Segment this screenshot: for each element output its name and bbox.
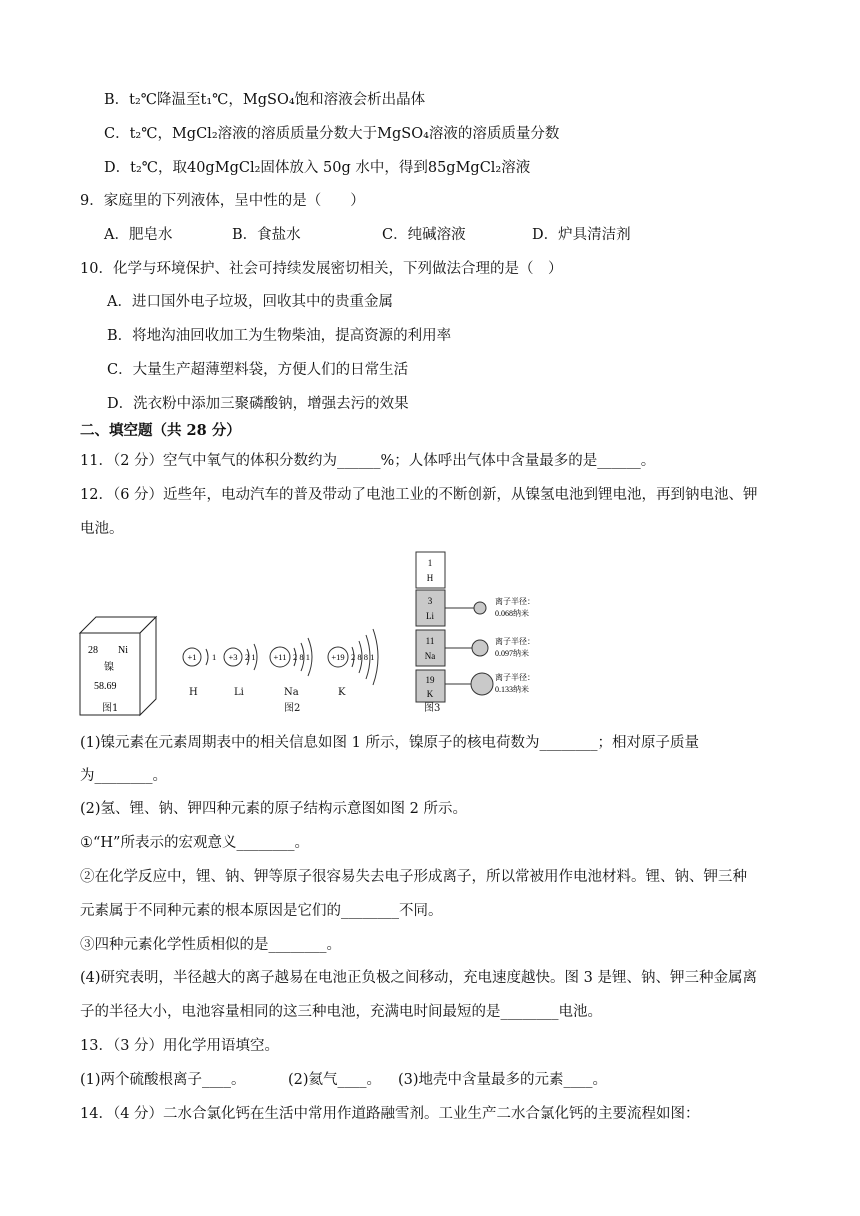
ni-atomic-mass: 58.69 [94, 681, 117, 692]
svg-text:2 8 8 1: 2 8 8 1 [351, 652, 375, 662]
svg-text:+1: +1 [187, 652, 197, 662]
atom-na-label: Na [284, 687, 299, 698]
q12-part4-line2: 子的半径大小，电池容量相同的这三种电池，充满电时间最短的是________电池。 [80, 1004, 602, 1020]
q12-sub3: ③四种元素化学性质相似的是________。 [80, 937, 341, 953]
q12-part2: (2)氢、锂、钠、钾四种元素的原子结构示意图如图 2 所示。 [80, 801, 467, 817]
q13-stem: 13．（3 分）用化学用语填空。 [80, 1038, 280, 1054]
atom-k-label: K [338, 687, 346, 698]
q10-stem: 10．化学与环境保护、社会可持续发展密切相关，下列做法合理的是（ ） [80, 261, 563, 277]
atom-h-label: H [189, 687, 198, 698]
svg-text:2 8 1: 2 8 1 [293, 652, 310, 662]
q10-option-a: A．进口国外电子垃圾，回收其中的贵重金属 [107, 294, 393, 310]
ni-name: 镍 [104, 662, 114, 673]
svg-text:0.068纳米: 0.068纳米 [495, 609, 529, 618]
svg-text:1: 1 [212, 652, 217, 662]
atom-h-diagram [183, 648, 216, 666]
svg-text:+19: +19 [331, 652, 345, 662]
q9-option-b: B．食盐水 [232, 227, 301, 243]
atom-li-diagram [224, 644, 257, 670]
q12-sub2-line1: ②在化学反应中，锂、钠、钾等原子很容易失去电子形成离子，所以常被用作电池材料。锂、钠、钾三种 [80, 869, 747, 885]
k-symbol: K [426, 689, 434, 699]
atom-na-diagram [270, 638, 312, 676]
li-ion-circle [474, 602, 486, 614]
q10-option-c: C．大量生产超薄塑料袋，方便人们的日常生活 [107, 362, 409, 378]
q8-option-c: C．t₂℃，MgCl₂溶液的溶质质量分数大于MgSO₄溶液的溶质质量分数 [104, 126, 560, 142]
figure-2 [175, 625, 390, 690]
svg-text:+11: +11 [273, 652, 287, 662]
figure-3 [412, 548, 562, 706]
q12-sub1: ①“H”所表示的宏观意义________。 [80, 835, 309, 851]
q8-option-d: D．t₂℃，取40gMgCl₂固体放入 50g 水中，得到85gMgCl₂溶液 [104, 160, 531, 176]
svg-text:0.133纳米: 0.133纳米 [495, 685, 529, 694]
figure-1-caption: 图1 [102, 703, 119, 714]
k-atomic-number: 19 [425, 675, 435, 685]
q14-text: 14．（4 分）二水合氯化钙在生活中常用作道路融雪剂。工业生产二水合氯化钙的主要流程如图： [80, 1106, 700, 1122]
q12-part4-line1: (4)研究表明，半径越大的离子越易在电池正负极之间移动，充电速度越快。图 3 是锂、钠、钾三种金属离 [80, 970, 757, 986]
figure-3-caption: 图3 [424, 703, 441, 714]
k-ion-circle [471, 673, 493, 695]
ni-symbol: Ni [118, 645, 128, 656]
q12-part1-line1: (1)镍元素在元素周期表中的相关信息如图 1 所示，镍原子的核电荷数为________；相对原子质量 [80, 735, 699, 751]
svg-text:离子半径：: 离子半径： [495, 637, 535, 646]
na-ion-circle [472, 640, 488, 656]
li-atomic-number: 3 [427, 596, 433, 606]
q12-part1-line2: 为________。 [80, 768, 167, 784]
figure-1 [78, 615, 163, 720]
q9-stem: 9．家庭里的下列液体，呈中性的是（ ） [80, 193, 365, 209]
q13-item-1: (1)两个硫酸根离子____。 [80, 1072, 246, 1088]
q12-sub2-line2: 元素属于不同种元素的根本原因是它们的________不同。 [80, 903, 443, 919]
q11-text: 11．（2 分）空气中氧气的体积分数约为______%；人体呼出气体中含量最多的是______。 [80, 453, 656, 469]
q9-option-d: D．炉具清洁剂 [532, 227, 631, 243]
svg-text:+3: +3 [228, 652, 238, 662]
q8-option-b: B．t₂℃降温至t₁℃，MgSO₄饱和溶液会析出晶体 [104, 92, 426, 108]
q10-option-b: B．将地沟油回收加工为生物柴油，提高资源的利用率 [107, 328, 452, 344]
svg-text:0.097纳米: 0.097纳米 [495, 649, 529, 658]
ni-atomic-number: 28 [88, 645, 98, 656]
svg-text:离子半径：: 离子半径： [495, 673, 535, 682]
q13-item-3: (3)地壳中含量最多的元素____。 [398, 1072, 608, 1088]
h-atomic-number: 1 [427, 558, 433, 568]
svg-text:2 1: 2 1 [245, 652, 256, 662]
q9-option-a: A．肥皂水 [104, 227, 173, 243]
na-symbol: Na [424, 651, 436, 661]
q9-option-c: C．纯碱溶液 [382, 227, 466, 243]
atom-li-label: Li [234, 687, 244, 698]
na-atomic-number: 11 [425, 636, 435, 646]
q12-line1: 12．（6 分）近些年，电动汽车的普及带动了电池工业的不断创新，从镍氢电池到锂电池，再到钠电池、钾 [80, 487, 758, 503]
section-heading: 二、填空题（共 28 分） [80, 422, 241, 439]
q10-option-d: D．洗衣粉中添加三聚磷酸钠，增强去污的效果 [107, 396, 409, 412]
atom-k-diagram [328, 629, 378, 685]
q12-line2: 电池。 [80, 521, 124, 537]
li-symbol: Li [426, 611, 434, 621]
q13-item-2: (2)氦气____。 [288, 1072, 382, 1088]
figure-2-caption: 图2 [284, 703, 301, 714]
svg-text:离子半径：: 离子半径： [495, 597, 535, 606]
h-symbol: H [426, 573, 434, 583]
